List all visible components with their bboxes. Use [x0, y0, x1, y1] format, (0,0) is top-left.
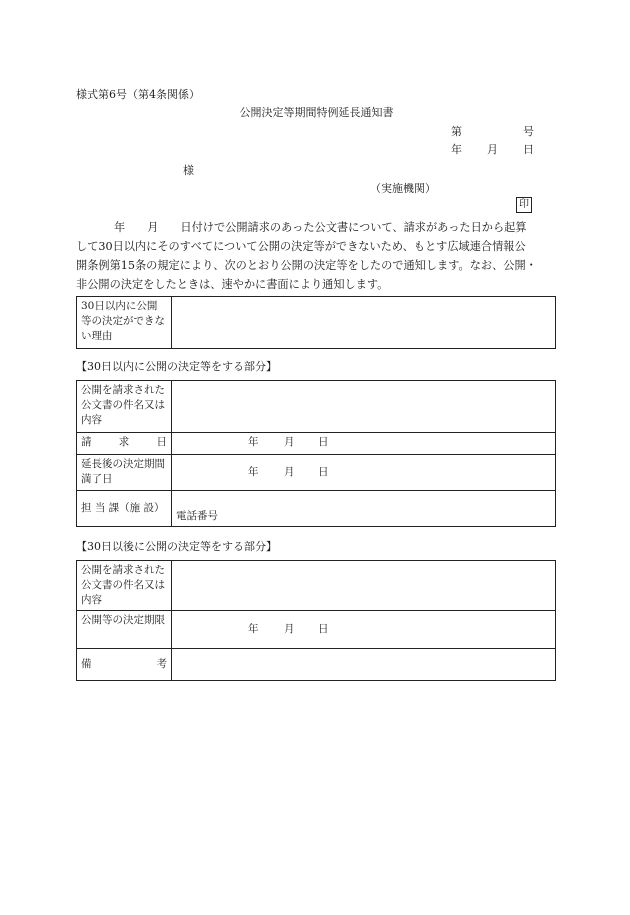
remarks-label: 備 考	[77, 649, 172, 681]
requested-document-label-2: 公開を請求された公文書の件名又は内容	[77, 561, 172, 611]
notice-body	[76, 218, 556, 294]
requested-document-value-2[interactable]	[172, 561, 556, 611]
after-30-table	[76, 560, 556, 681]
form-number-label: 様式第6号（第4条関係）	[76, 88, 200, 101]
decision-deadline-label: 公開等の決定期限	[77, 611, 172, 649]
extended-deadline-value[interactable]: 年 月 日	[172, 455, 556, 491]
requested-document-label: 公開を請求された公文書の件名又は内容	[77, 381, 172, 433]
remarks-value[interactable]	[172, 649, 556, 681]
within-30-table	[76, 380, 556, 527]
section-within-30-heading: 【30日以内に公開の決定等をする部分】	[76, 360, 277, 373]
request-date-label: 請 求 日	[77, 433, 172, 455]
body-line-1: 年 月 日付けで公開請求のあった公文書について、請求があった日から起算	[114, 221, 527, 234]
issue-month: 月	[487, 143, 498, 156]
requested-document-value[interactable]	[172, 381, 556, 433]
issue-day: 日	[523, 143, 534, 156]
document-title: 公開決定等期間特例延長通知書	[239, 106, 394, 119]
request-date-value[interactable]: 年 月 日	[172, 433, 556, 455]
reason-table	[76, 296, 556, 349]
phone-number-label: 電話番号	[176, 510, 218, 522]
sender-agency: （実施機関）	[370, 182, 436, 195]
addressee-honorific: 様	[183, 164, 194, 177]
body-line-3: 開条例第15条の規定により、次のとおり公開の決定等をしたので通知します。なお、公開・	[76, 259, 537, 272]
section-after-30-heading: 【30日以後に公開の決定等をする部分】	[76, 540, 277, 553]
issue-year: 年	[451, 143, 462, 156]
number-prefix: 第	[451, 125, 462, 138]
extended-deadline-label: 延長後の決定期間満了日	[77, 455, 172, 491]
body-line-4: 非公開の決定をしたときは、速やかに書面により通知します。	[76, 278, 389, 291]
decision-deadline-value[interactable]: 年 月 日	[172, 611, 556, 649]
reason-label: 30日以内に公開等の決定ができない理由	[77, 297, 172, 349]
seal-stamp-icon: 印	[516, 197, 532, 213]
body-line-2: して30日以内にそのすべてについて公開の決定等ができないため、もとす広域連合情報公	[76, 240, 526, 253]
reason-value[interactable]	[172, 297, 556, 349]
department-value[interactable]	[172, 491, 556, 527]
number-suffix: 号	[523, 125, 534, 138]
department-label: 担 当 課（施 設）	[77, 491, 172, 527]
